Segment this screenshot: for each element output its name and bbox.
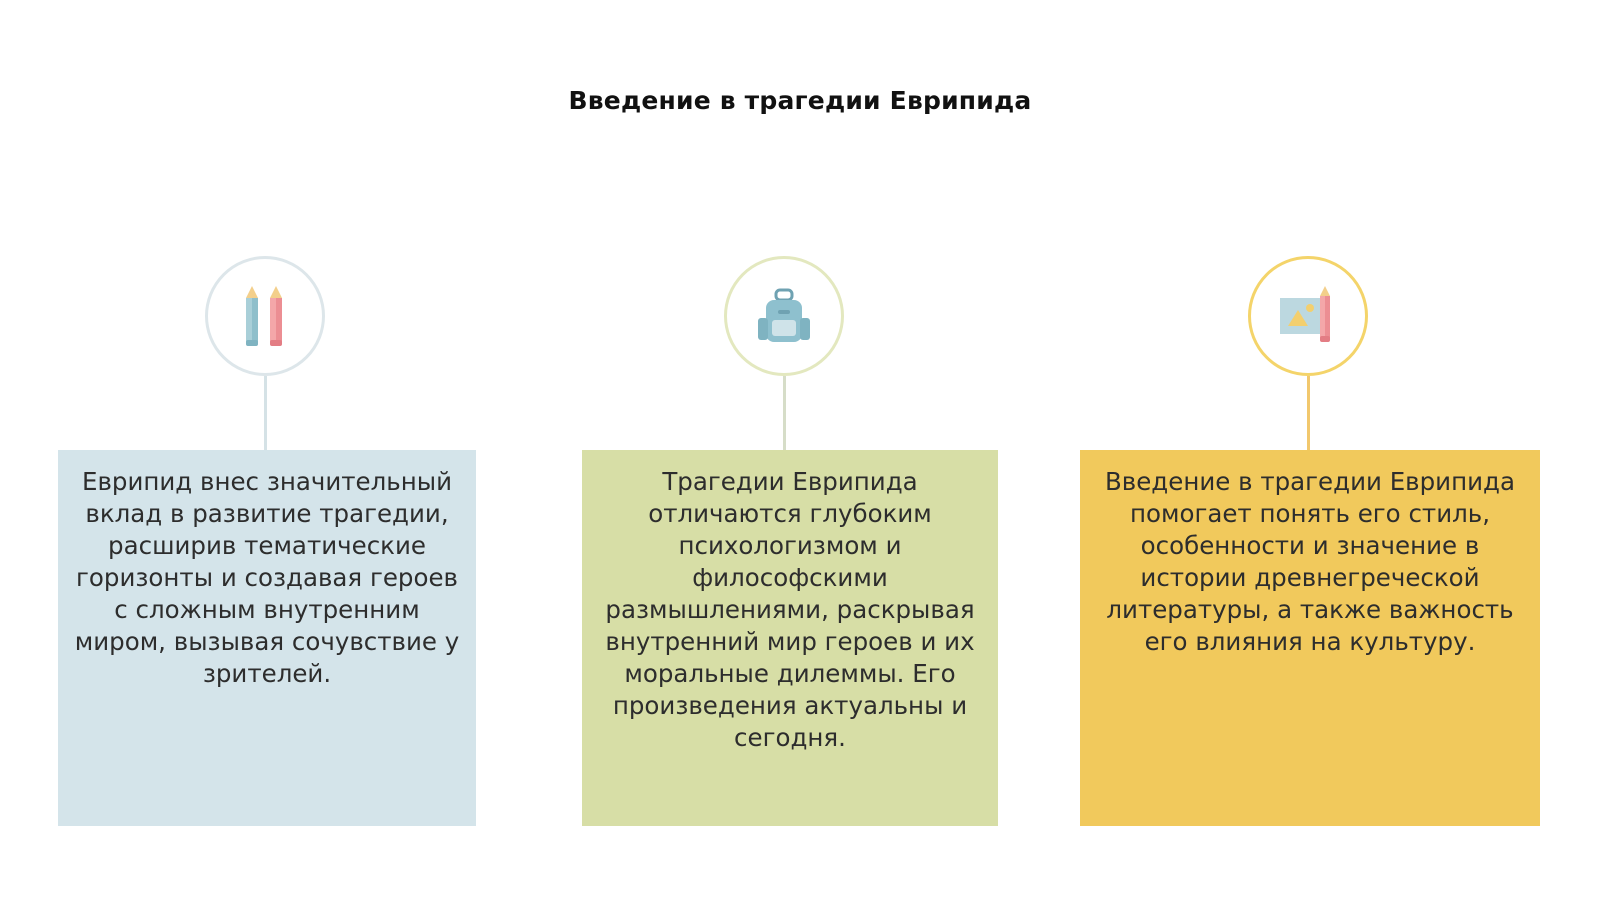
icon-circle-2 — [724, 256, 844, 376]
info-card-3: Введение в трагедии Еврипида помогает понять его стиль, особенности и значение в истории древнегреческой литературы, а также важность его влияния на культуру. — [1080, 450, 1540, 826]
info-card-2: Трагедии Еврипида отличаются глубоким психологизмом и философскими размышлениями, раскрывая внутренний мир героев и их моральные дилеммы. Его произведения актуальны и сегодня. — [582, 450, 998, 826]
slide-title: Введение в трагедии Еврипида — [568, 86, 1032, 115]
pencils-icon — [240, 284, 290, 348]
backpack-icon — [754, 286, 814, 346]
icon-circle-1 — [205, 256, 325, 376]
connector-line-2 — [783, 376, 786, 450]
picture-pencil-icon — [1276, 286, 1340, 346]
icon-circle-3 — [1248, 256, 1368, 376]
info-card-1: Еврипид внес значительный вклад в развитие трагедии, расширив тематические горизонты и создавая героев с сложным внутренним миром, вызывая сочувствие у зрителей. — [58, 450, 476, 826]
connector-line-1 — [264, 376, 267, 450]
connector-line-3 — [1307, 376, 1310, 450]
